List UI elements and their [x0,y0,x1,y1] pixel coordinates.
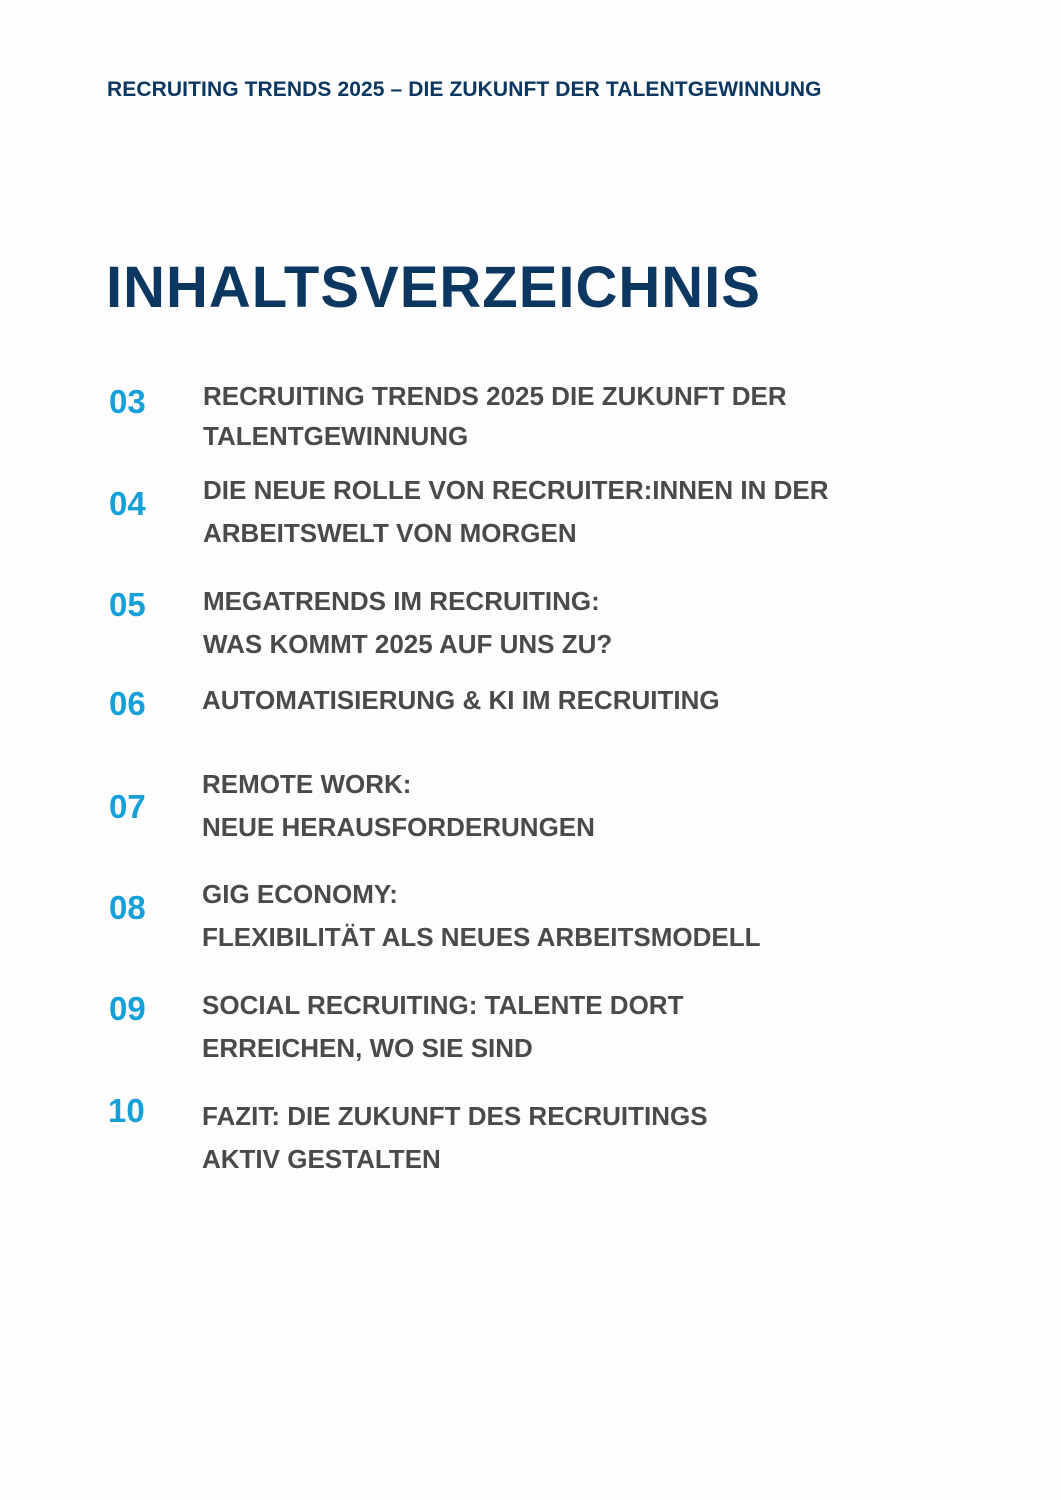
toc-title-line: AKTIV GESTALTEN [202,1144,441,1174]
toc-title-line: DIE NEUE ROLLE VON RECRUITER:INNEN IN DER [203,475,829,505]
toc-page-number: 06 [109,685,146,722]
toc-title-line: FAZIT: DIE ZUKUNFT DES RECRUITINGS [202,1101,708,1131]
toc-entry-title [203,580,903,666]
toc-title-line: ARBEITSWELT VON MORGEN [203,518,577,548]
toc-title-line: NEUE HERAUSFORDERUNGEN [202,812,595,842]
toc-entry-title [202,984,902,1070]
toc-title-line: GIG ECONOMY: [202,879,398,909]
toc-page-number: 09 [109,990,146,1027]
toc-page-number: 07 [109,788,146,825]
toc-title-line: AUTOMATISIERUNG & KI IM RECRUITING [202,685,720,715]
toc-entry-title [202,680,902,720]
toc-entry-title [203,376,903,456]
toc-page-number: 05 [109,586,146,623]
toc-title-line: WAS KOMMT 2025 AUF UNS ZU? [203,629,613,659]
toc-title-line: MEGATRENDS IM RECRUITING: [203,586,600,616]
toc-title-line: REMOTE WORK: [202,769,412,799]
toc-entry-title [202,873,902,959]
toc-entry-title [203,469,903,555]
page-title: INHALTSVERZEICHNIS [106,255,761,320]
running-header: RECRUITING TRENDS 2025 – DIE ZUKUNFT DER TALENTGEWINNUNG [107,78,822,101]
toc-page-number: 10 [108,1092,145,1129]
toc-title-line: RECRUITING TRENDS 2025 DIE ZUKUNFT DER [203,381,787,411]
toc-page-number: 08 [109,889,146,926]
toc-page-number: 04 [109,485,146,522]
toc-title-line: TALENTGEWINNUNG [203,421,469,451]
toc-title-line: FLEXIBILITÄT ALS NEUES ARBEITSMODELL [202,922,761,952]
toc-title-line: ERREICHEN, WO SIE SIND [202,1033,533,1063]
toc-entry-title [202,763,902,849]
toc-page-number: 03 [109,383,146,420]
toc-title-line: SOCIAL RECRUITING: TALENTE DORT [202,990,684,1020]
toc-entry-title [202,1095,902,1181]
